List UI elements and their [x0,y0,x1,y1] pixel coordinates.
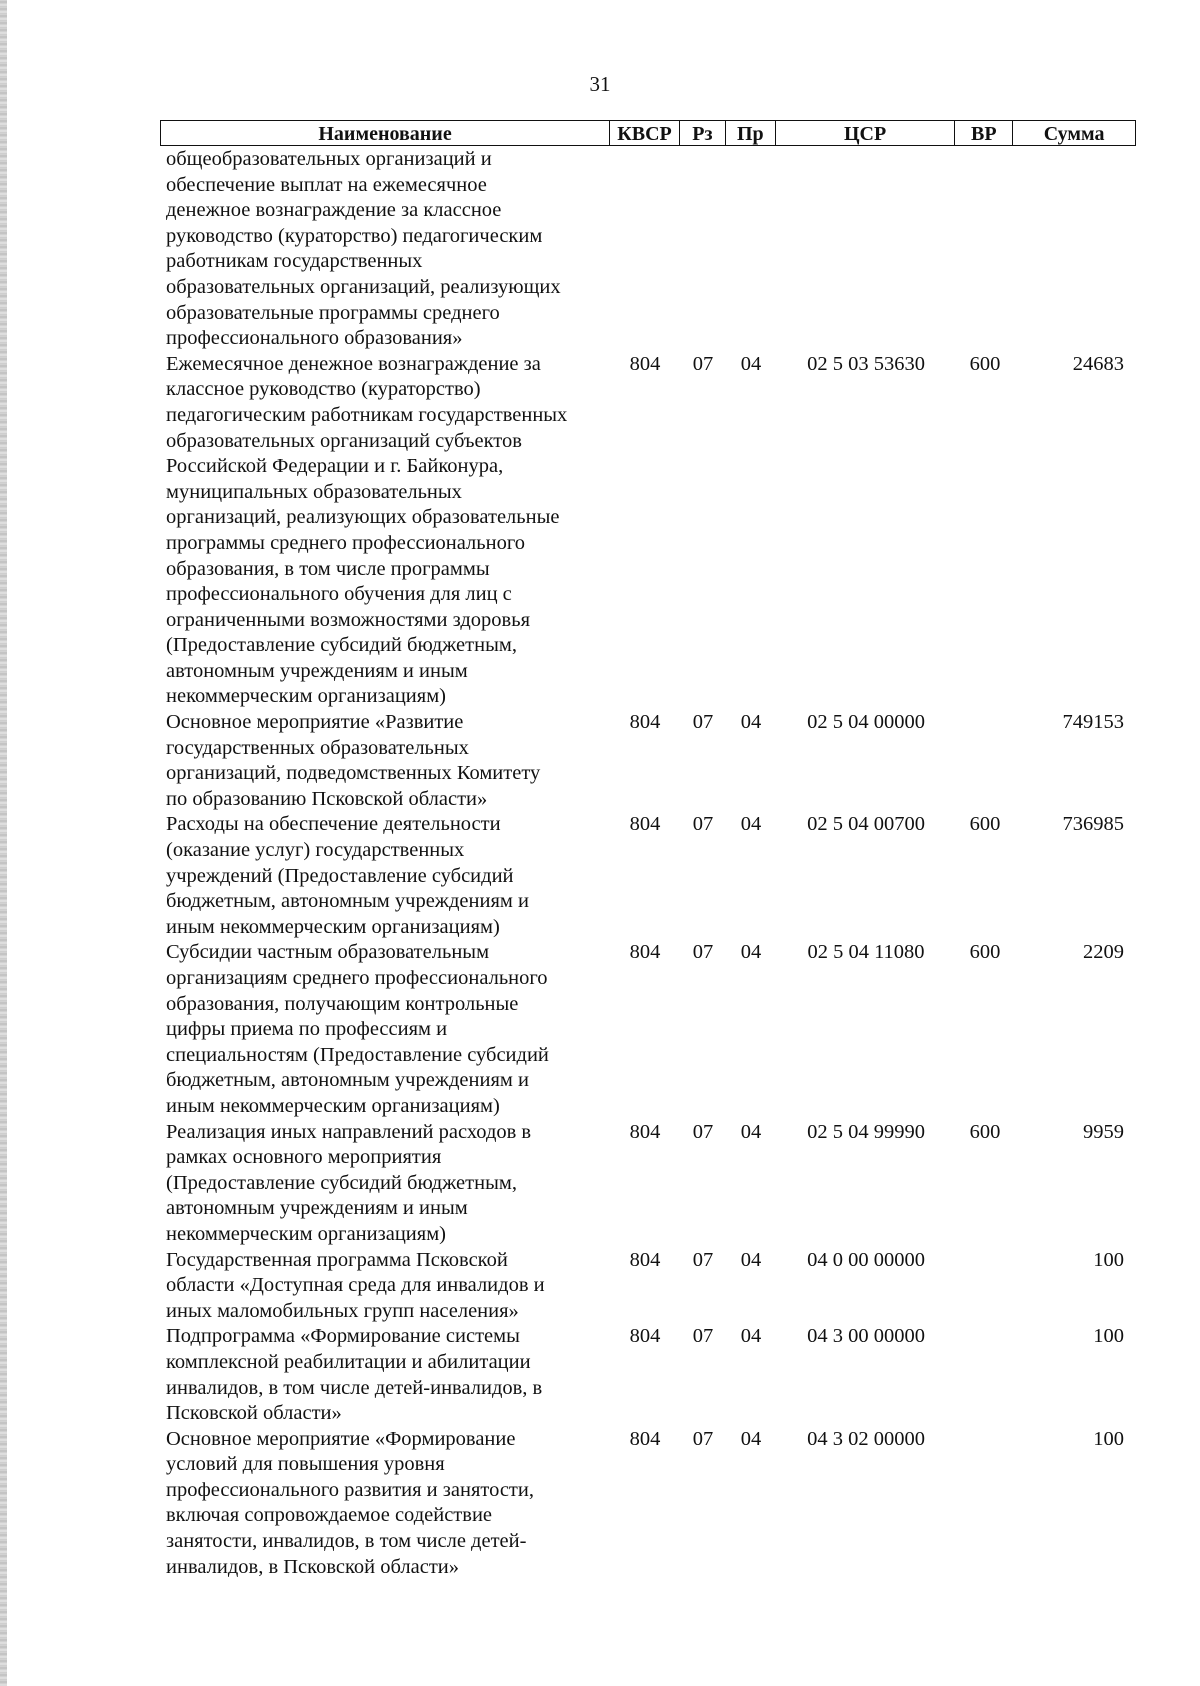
table-row [166,812,1136,940]
row-name: Реализация иных направлений расходов в рамках основного мероприятия (Предоставление субсидий бюджетным, автономным учреждениям и иным некоммерческим организациям) [166,1120,532,1245]
row-sum: 2209 [1083,941,1124,964]
row-name: Государственная программа Псковской области «Доступная среда для инвалидов и иных маломобильных групп населения» [166,1248,545,1322]
row-rz: 07 [692,352,714,375]
row-rz: 07 [692,813,714,836]
row-csr: 04 3 02 00000 [807,1427,925,1450]
row-csr: 02 5 04 99990 [807,1120,925,1143]
table-row [166,940,1136,1119]
row-vr: 600 [969,352,1001,375]
row-name: общеобразовательных организаций и обеспечение выплат на ежемесячное денежное вознаграждение за классное руководство (кураторство) педагогическим работникам государственных образовательных организаций, реализующих образовательные программы среднего профессионального образования» [166,148,561,350]
header-sum: Сумма [1043,123,1105,145]
table-row [166,1427,1136,1581]
row-csr: 04 0 00 00000 [807,1248,925,1271]
row-sum: 24683 [1072,352,1124,375]
row-sum: 100 [1093,1427,1124,1450]
row-kvsr: 804 [629,1120,661,1143]
row-pr: 04 [740,1325,762,1348]
row-kvsr: 804 [629,1248,661,1271]
row-vr: 600 [969,941,1001,964]
row-rz: 07 [692,1120,714,1143]
row-pr: 04 [740,941,762,964]
row-name: Расходы на обеспечение деятельности (оказание услуг) государственных учреждений (Предоставление субсидий бюджетным, автономным учреждениям и иным некоммерческим организациям) [166,813,529,938]
row-pr: 04 [740,1427,762,1450]
row-pr: 04 [740,1248,762,1271]
row-rz: 07 [692,711,714,734]
table-row [166,147,1136,352]
row-csr: 02 5 03 53630 [807,352,925,375]
row-csr: 02 5 04 00700 [807,813,925,836]
row-pr: 04 [740,1120,762,1143]
row-vr: 600 [969,813,1001,836]
table-row [166,710,1136,812]
row-kvsr: 804 [629,1325,661,1348]
row-rz: 07 [692,1325,714,1348]
row-rz: 07 [692,1248,714,1271]
row-kvsr: 804 [629,941,661,964]
header-rz: Рз [680,121,726,145]
row-csr: 04 3 00 00000 [807,1325,925,1348]
table-row [166,1120,1136,1248]
header-pr: Пр [726,121,776,145]
row-sum: 749153 [1062,711,1124,734]
row-sum: 9959 [1083,1120,1124,1143]
row-name: Ежемесячное денежное вознаграждение за классное руководство (кураторство) педагогическим работникам государственных образовательных организаций субъектов Российской Федерации и г. Байконура, муниципальных образовательных организаций, реализующих образовательные программы среднего профессионального образования, в том числе программы профессионального обучения для лиц с ограниченными возможностями здоровья (Предоставление субсидий бюджетным, автономным учреждениям и иным некоммерческим организациям) [166,352,568,708]
row-name: Основное мероприятие «Развитие государственных образовательных организаций, подведомственных Комитету по образованию Псковской области» [166,711,541,810]
header-kvsr: КВСР [610,121,680,145]
scan-edge [0,0,7,1686]
row-pr: 04 [740,352,762,375]
row-vr: 600 [969,1120,1001,1143]
page-number: 31 [589,72,611,96]
row-csr: 02 5 04 11080 [807,941,925,964]
table-header [160,120,1136,146]
row-pr: 04 [740,813,762,836]
row-csr: 02 5 04 00000 [807,711,925,734]
row-kvsr: 804 [629,1427,661,1450]
row-sum: 100 [1093,1325,1124,1348]
row-sum: 736985 [1062,813,1124,836]
row-sum: 100 [1093,1248,1124,1271]
row-rz: 07 [692,941,714,964]
row-name: Субсидии частным образовательным организациям среднего профессионального образования, получающим контрольные цифры приема по профессиям и специальностям (Предоставление субсидий бюджетным, автономным учреждениям и иным некоммерческим организациям) [166,941,549,1117]
row-kvsr: 804 [629,813,661,836]
header-csr: ЦСР [776,121,956,145]
row-pr: 04 [740,711,762,734]
row-name: Основное мероприятие «Формирование условий для повышения уровня профессионального развития и занятости, включая сопровождаемое содействие занятости, инвалидов, в том числе детей- инвалидов, в Псковской области» [166,1427,534,1578]
table-row [166,352,1136,710]
table-body [166,147,1136,1580]
table-row [166,1248,1136,1325]
row-kvsr: 804 [629,711,661,734]
header-name: Наименование [161,121,610,145]
row-name: Подпрограмма «Формирование системы комплексной реабилитации и абилитации инвалидов, в том числе детей-инвалидов, в Псковской области» [166,1325,543,1425]
row-rz: 07 [692,1427,714,1450]
header-vr: ВР [955,121,1013,145]
table-row [166,1324,1136,1426]
row-kvsr: 804 [629,352,661,375]
